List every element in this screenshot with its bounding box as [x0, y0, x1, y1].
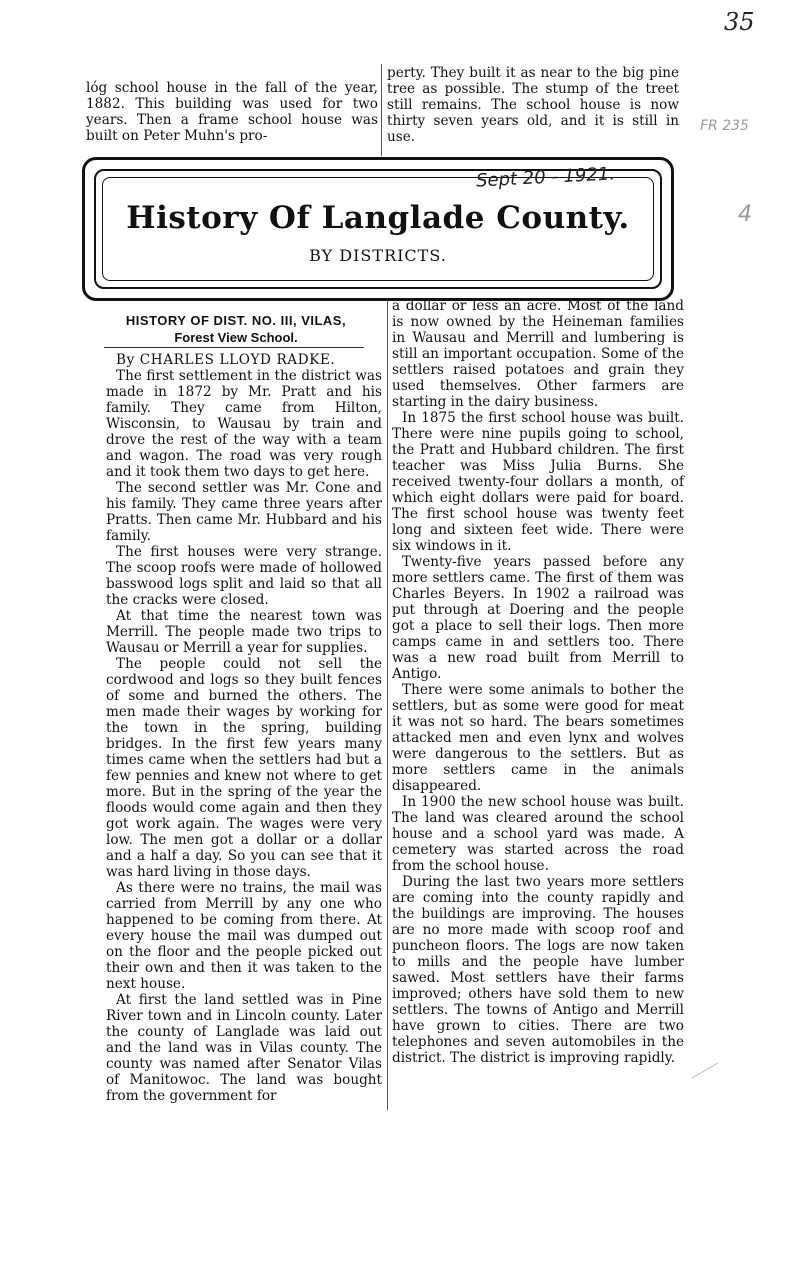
- paragraph: As there were no trains, the mail was carried from Merrill by any one who happened to be coming from there. At every house the mail was dumped out on the floor and the people picked out their own and then it was taken to the next house.: [106, 880, 382, 992]
- paragraph: During the last two years more settlers are coming into the county rapidly and the buildings are improving. The houses are no more made with scoop roof and puncheon floors. The logs are now taken to mills and the people have lumber sawed. Most settlers have their farms improved; others have sold them to new settlers. The towns of Antigo and Merrill have grown to cities. There are two telephones and seven automobiles in the district. The district is improving rapidly.: [392, 874, 684, 1066]
- article-left-column: [106, 352, 382, 1104]
- top-fragment-right: [387, 65, 679, 145]
- paragraph: There were some animals to bother the settlers, but as some were good for meat it was not so hard. The bears sometimes attacked men and even lynx and wolves were dangerous to the settlers. But as more settlers came in the animals disappeared.: [392, 682, 684, 794]
- paragraph: In 1875 the first school house was built. There were nine pupils going to school, the Pratt and Hubbard children. The first teacher was Miss Julia Burns. She received twenty-four dollars a month, of which eight dollars were paid for board. The first school house was twenty feet long and sixteen feet wide. There were six windows in it.: [392, 410, 684, 554]
- paragraph: At that time the nearest town was Merrill. The people made two trips to Wausau or Merrill a year for supplies.: [106, 608, 382, 656]
- banner-subtitle: BY DISTRICTS.: [309, 246, 447, 265]
- top-fragment-left: [86, 80, 378, 144]
- article-subtitle: Forest View School.: [174, 330, 298, 345]
- paragraph: a dollar or less an acre. Most of the land is now owned by the Heineman families in Wausau and Merrill and lumbering is still an important occupation. Some of the settlers raised potatoes and grain they used themselves. Other farmers are starting in the dairy business.: [392, 298, 684, 410]
- handwritten-date: Sept 20 - 1921.: [475, 163, 616, 192]
- top-fragment-left-text: lóg school house in the fall of the year, 1882. This building was used for two years. Then a frame school house was built on Peter Muhn's pro-: [86, 80, 378, 144]
- top-fragment-right-text: perty. They built it as near to the big pine tree as possible. The stump of the treet still remains. The school house is now thirty seven years old, and it is still in use.: [387, 65, 679, 145]
- margin-note-number: 4: [738, 202, 752, 227]
- article-right-column: [392, 298, 684, 1066]
- article-title: HISTORY OF DIST. NO. III, VILAS,: [125, 313, 347, 328]
- column-divider: [387, 300, 388, 1110]
- top-column-divider: [381, 64, 382, 156]
- page-number: 35: [724, 8, 755, 36]
- paragraph: The second settler was Mr. Cone and his family. They came three years after Pratts. Then came Mr. Hubbard and his family.: [106, 480, 382, 544]
- byline: By CHARLES LLOYD RADKE.: [116, 352, 336, 368]
- margin-note-catalog: FR 235: [700, 118, 749, 134]
- article-heading: [88, 312, 384, 346]
- paragraph: The first settlement in the district was made in 1872 by Mr. Pratt and his family. They came from Hilton, Wisconsin, to Wausau by train and drove the rest of the way with a team and wagon. The road was very rough and it took them two days to get here.: [106, 368, 382, 480]
- heading-rule: [104, 347, 364, 348]
- pencil-mark: [692, 1063, 718, 1079]
- paragraph: The first houses were very strange. The scoop roofs were made of hollowed basswood logs split and laid so that all the cracks were closed.: [106, 544, 382, 608]
- banner-title: History Of Langlade County.: [126, 200, 630, 236]
- paragraph: The people could not sell the cordwood and logs so they built fences of some and burned the others. The men made their wages by working for the town in the spring, building bridges. In the first few years many times came when the settlers had but a few pennies and knew not where to get more. But in the spring of the year the floods would come again and then they got work again. The wages were very low. The men got a dollar or a dollar and a half a day. So you can see that it was hard living in those days.: [106, 656, 382, 880]
- paragraph: Twenty-five years passed before any more settlers came. The first of them was Charles Beyers. In 1902 a railroad was put through at Doering and the people got a place to sell their logs. Then more camps came in and settlers too. There was a new road built from Merrill to Antigo.: [392, 554, 684, 682]
- paragraph: In 1900 the new school house was built. The land was cleared around the school house and a school yard was made. A cemetery was started across the road from the school house.: [392, 794, 684, 874]
- paragraph: At first the land settled was in Pine River town and in Lincoln county. Later the county of Langlade was laid out and the land was in Vilas county. The county was named after Senator Vilas of Manitowoc. The land was bought from the government for: [106, 992, 382, 1104]
